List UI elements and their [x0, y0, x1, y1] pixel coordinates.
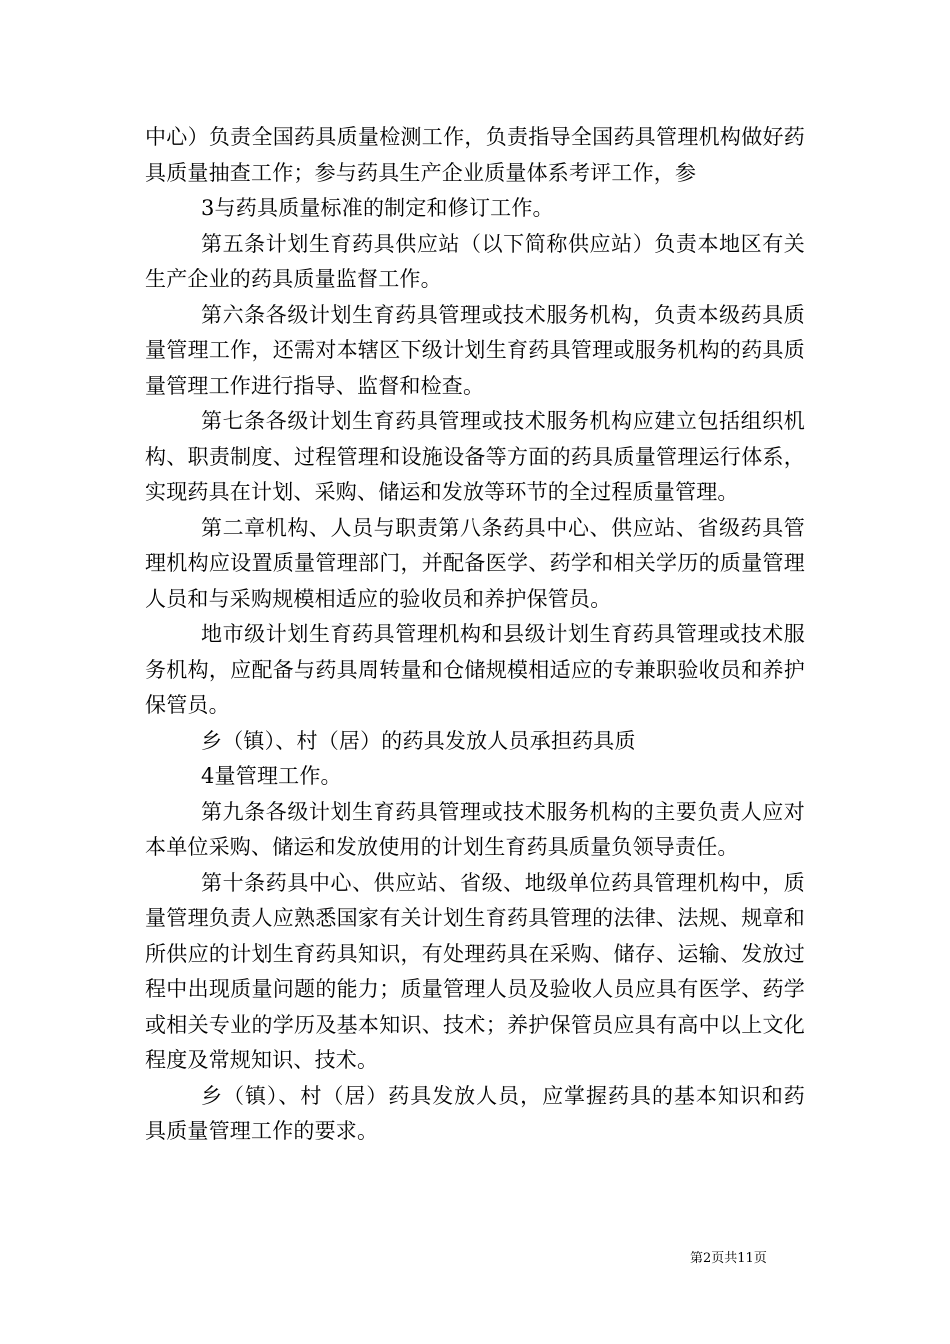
paragraph-8: 乡（镇）、村（居）的药具发放人员承担药具质	[201, 728, 636, 753]
page-number: 第2页共11页	[690, 1251, 767, 1266]
paragraph-4: 第六条各级计划生育药具管理或技术服务机构，负责本级药具质量管理工作，还需对本辖区下级计划生育药具管理或服务机构的药具质量管理工作进行指导、监督和检查。	[145, 302, 805, 398]
paragraph-1: 中心）负责全国药具质量检测工作，负责指导全国药具管理机构做好药具质量抽查工作；参与药具生产企业质量体系考评工作，参	[145, 125, 805, 185]
paragraph-7: 地市级计划生育药具管理机构和县级计划生育药具管理或技术服务机构，应配备与药具周转量和仓储规模相适应的专兼职验收员和养护保管员。	[145, 622, 805, 717]
paragraph-12: 乡（镇）、村（居）药具发放人员，应掌握药具的基本知识和药具质量管理工作的要求。	[145, 1083, 805, 1143]
paragraph-3: 第五条计划生育药具供应站（以下简称供应站）负责本地区有关生产企业的药具质量监督工作。	[145, 231, 805, 291]
paragraph-5: 第七条各级计划生育药具管理或技术服务机构应建立包括组织机构、职责制度、过程管理和设施设备等方面的药具质量管理运行体系，实现药具在计划、采购、储运和发放等环节的全过程质量管理。	[145, 409, 805, 504]
paragraph-2: 3与药具质量标准的制定和修订工作。	[201, 196, 554, 220]
paragraph-10: 第九条各级计划生育药具管理或技术服务机构的主要负责人应对本单位采购、储运和发放使用的计划生育药具质量负领导责任。	[145, 799, 805, 859]
paragraph-6: 第二章机构、人员与职责第八条药具中心、供应站、省级药具管理机构应设置质量管理部门，并配备医学、药学和相关学历的质量管理人员和与采购规模相适应的验收员和养护保管员。	[145, 515, 805, 611]
paragraph-11: 第十条药具中心、供应站、省级、地级单位药具管理机构中，质量管理负责人应熟悉国家有关计划生育药具管理的法律、法规、规章和所供应的计划生育药具知识，有处理药具在采购、储存、运输、发放过程中出现质量问题的能力；质量管理人员及验收人员应具有医学、药学或相关专业的学历及基本知识、技术；养护保管员应具有高中以上文化程度及常规知识、技术。	[145, 870, 805, 1072]
paragraph-9: 4量管理工作。	[201, 764, 342, 788]
document-body	[145, 120, 805, 1150]
